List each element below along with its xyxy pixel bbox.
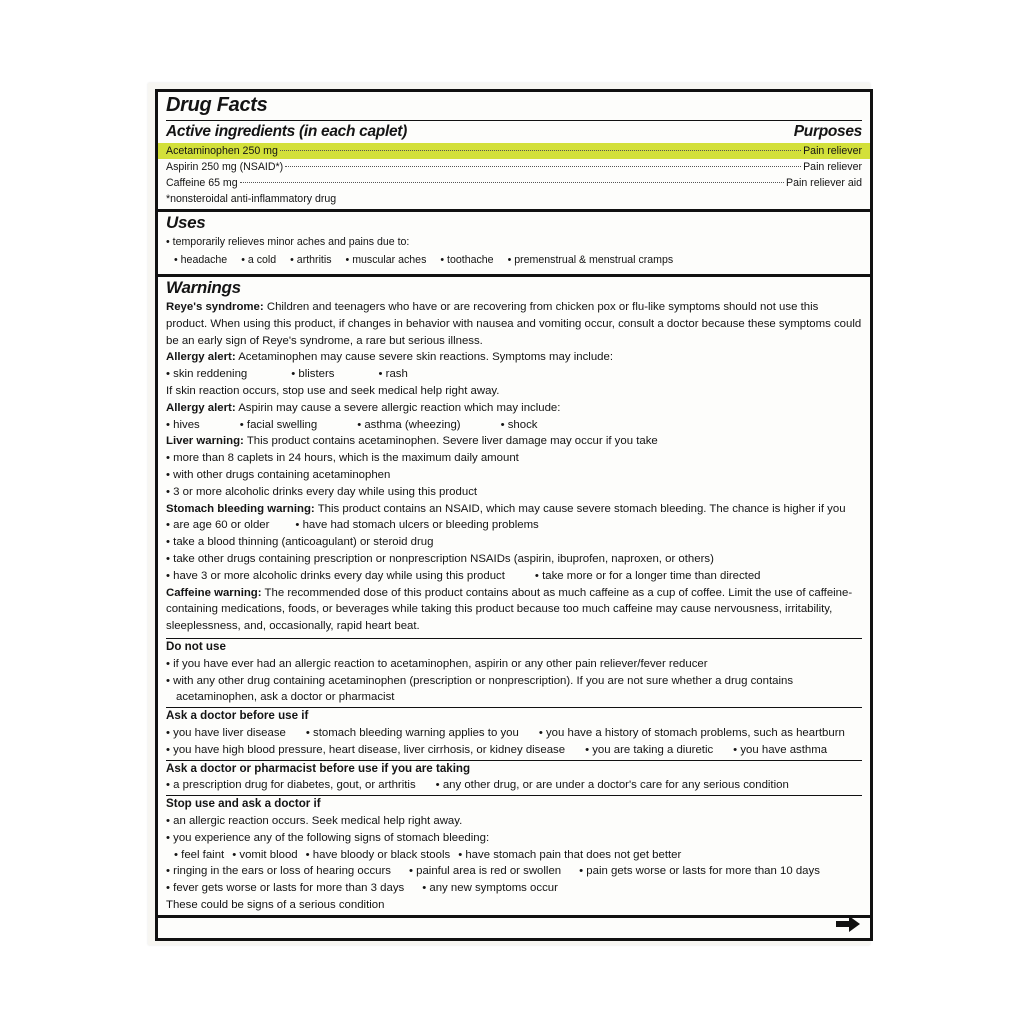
- ask-pharmacist-heading: Ask a doctor or pharmacist before use if you are taking: [166, 761, 471, 775]
- purposes-heading: Purposes: [793, 123, 862, 140]
- list-item: • headache: [174, 252, 227, 268]
- list-item: • arthritis: [290, 252, 331, 268]
- list-item: • an allergic reaction occurs. Seek medical help right away.: [166, 813, 862, 830]
- ingredient-row: [158, 175, 870, 191]
- nsaid-footnote: *nonsteroidal anti-inflammatory drug: [166, 193, 337, 205]
- stomach-risk-row: [166, 517, 862, 534]
- stop-use-block: [166, 796, 862, 915]
- list-item: • you have high blood pressure, heart disease, liver cirrhosis, or kidney disease: [166, 742, 565, 759]
- drug-facts-title: Drug Facts: [166, 94, 268, 116]
- list-item: • feel faint: [174, 847, 224, 864]
- list-item: • have bloody or black stools: [306, 847, 451, 864]
- ask-pharmacist-row: [166, 777, 862, 794]
- list-item: • you have liver disease: [166, 725, 286, 742]
- list-item: • shock: [501, 417, 538, 434]
- list-item: • have had stomach ulcers or bleeding problems: [295, 517, 538, 534]
- uses-list: [166, 252, 862, 274]
- stop-use-row: [166, 863, 862, 880]
- list-item: • take a blood thinning (anticoagulant) or steroid drug: [166, 534, 862, 551]
- allergy-label: Allergy alert:: [166, 351, 236, 364]
- list-item: • a prescription drug for diabetes, gout, or arthritis: [166, 777, 416, 794]
- stop-use-closing: These could be signs of a serious condition: [166, 898, 385, 911]
- list-item: • facial swelling: [240, 417, 317, 434]
- ask-doctor-block: [166, 708, 862, 760]
- list-item: • rash: [379, 366, 408, 383]
- reye-syndrome-paragraph: [166, 299, 862, 349]
- uses-intro: • temporarily relieves minor aches and pains due to:: [166, 236, 410, 248]
- allergy-alert-aspirin: [166, 400, 862, 417]
- list-item: • have 3 or more alcoholic drinks every day while using this product: [166, 568, 505, 585]
- list-item: • you experience any of the following signs of stomach bleeding:: [166, 830, 862, 847]
- leader-dots: [285, 166, 801, 167]
- list-item: • toothache: [440, 252, 493, 268]
- ask-doctor-row: [166, 725, 862, 742]
- stomach-bleeding-warning: [166, 501, 862, 518]
- list-item: • muscular aches: [346, 252, 427, 268]
- list-item: • you have a history of stomach problems, such as heartburn: [539, 725, 845, 742]
- drug-facts-label: [155, 89, 873, 941]
- list-item: • premenstrual & menstrual cramps: [508, 252, 674, 268]
- active-ingredients-section: [158, 92, 870, 212]
- list-item: • take other drugs containing prescription or nonprescription NSAIDs (aspirin, ibuprofen, naproxen, or others): [166, 551, 862, 568]
- uses-section: [158, 212, 870, 277]
- list-item: • if you have ever had an allergic reaction to acetaminophen, aspirin or any other pain reliever/fever reducer: [166, 656, 862, 673]
- list-item: • 3 or more alcoholic drinks every day while using this product: [166, 484, 862, 501]
- list-item: • more than 8 caplets in 24 hours, which is the maximum daily amount: [166, 450, 862, 467]
- allergy-reaction-list: [166, 417, 862, 434]
- ingredient-row: [158, 159, 870, 175]
- ingredient-purpose: Pain reliever aid: [786, 177, 862, 189]
- list-item: • any other drug, or are under a doctor's care for any serious condition: [436, 777, 789, 794]
- list-item: • pain gets worse or lasts for more than 10 days: [579, 863, 820, 880]
- leader-dots: [280, 150, 801, 151]
- caffeine-warning: [166, 585, 862, 637]
- list-item: • any new symptoms occur: [422, 880, 558, 897]
- allergy-alert-acetaminophen: [166, 349, 862, 366]
- ingredient-purpose: Pain reliever: [803, 161, 862, 173]
- list-item: • stomach bleeding warning applies to you: [306, 725, 519, 742]
- ingredient-name: Caffeine 65 mg: [166, 177, 238, 189]
- active-ingredients-heading: Active ingredients (in each caplet): [166, 123, 408, 140]
- do-not-use-block: [166, 639, 862, 708]
- list-item: • with other drugs containing acetaminophen: [166, 467, 862, 484]
- liver-warning: [166, 433, 862, 450]
- list-item: • fever gets worse or lasts for more than 3 days: [166, 880, 404, 897]
- uses-heading: Uses: [166, 213, 206, 232]
- list-item: • painful area is red or swollen: [409, 863, 561, 880]
- list-item: • hives: [166, 417, 200, 434]
- warnings-heading: Warnings: [166, 278, 241, 297]
- stomach-text: This product contains an NSAID, which may cause severe stomach bleeding. The chance is higher if you: [317, 502, 846, 515]
- list-item: • have stomach pain that does not get better: [458, 847, 681, 864]
- allergy-label: Allergy alert:: [166, 401, 236, 414]
- ask-doctor-row: [166, 742, 862, 759]
- ingredient-purpose: Pain reliever: [803, 145, 862, 157]
- warnings-section: [158, 277, 870, 918]
- ingredient-name: Acetaminophen 250 mg: [166, 145, 278, 157]
- do-not-use-heading: Do not use: [166, 639, 226, 653]
- list-item: • are age 60 or older: [166, 517, 269, 534]
- arrow-right-icon: [836, 916, 860, 932]
- caffeine-text: The recommended dose of this product contains about as much caffeine as a cup of coffee. Limit the use of caffeine-containing medications, foods, or beverages while taking this product because too much caffeine may cause nervousness, irritability, sleeplessness, and, occasionally, rapid heart beat.: [166, 586, 853, 633]
- ask-doctor-heading: Ask a doctor before use if: [166, 709, 309, 723]
- ask-pharmacist-block: [166, 761, 862, 797]
- list-item: • you are taking a diuretic: [585, 742, 713, 759]
- list-item: • a cold: [241, 252, 276, 268]
- caffeine-label: Caffeine warning:: [166, 586, 262, 599]
- allergy-symptom-list: [166, 366, 862, 383]
- stop-use-row: [166, 847, 862, 864]
- list-item: • blisters: [291, 366, 334, 383]
- list-item: • vomit blood: [232, 847, 297, 864]
- reye-label: Reye's syndrome:: [166, 301, 264, 313]
- liver-label: Liver warning:: [166, 435, 244, 448]
- ingredient-row: [158, 143, 870, 159]
- stop-use-heading: Stop use and ask a doctor if: [166, 797, 321, 811]
- active-ingredients-header: [166, 120, 862, 143]
- stop-use-row: [166, 880, 862, 897]
- list-item: • you have asthma: [733, 742, 827, 759]
- stomach-label: Stomach bleeding warning:: [166, 502, 315, 515]
- list-item: • skin reddening: [166, 366, 247, 383]
- ingredient-name: Aspirin 250 mg (NSAID*): [166, 161, 284, 173]
- allergy-text: Acetaminophen may cause severe skin reactions. Symptoms may include:: [238, 351, 613, 364]
- list-item: • with any other drug containing acetaminophen (prescription or nonprescription). If you are not sure whether a drug contains acetaminophen, ask a doctor or pharmacist: [166, 673, 862, 707]
- reye-text: Children and teenagers who have or are recovering from chicken pox or flu-like symptoms should not use this product. When using this product, if changes in behavior with nausea and vomiting occur, consult a doctor because these symptoms could be an early sign of Reye's syndrome, a rare but serious illness.: [166, 301, 862, 347]
- warnings-general: [166, 299, 862, 639]
- list-item: • asthma (wheezing): [357, 417, 460, 434]
- leader-dots: [240, 182, 784, 183]
- list-item: • take more or for a longer time than directed: [535, 568, 761, 585]
- allergy-text: Aspirin may cause a severe allergic reaction which may include:: [238, 401, 561, 414]
- list-item: • ringing in the ears or loss of hearing occurs: [166, 863, 391, 880]
- allergy-after-text: If skin reaction occurs, stop use and seek medical help right away.: [166, 384, 500, 397]
- liver-text: This product contains acetaminophen. Severe liver damage may occur if you take: [246, 435, 658, 448]
- stomach-risk-row: [166, 568, 862, 585]
